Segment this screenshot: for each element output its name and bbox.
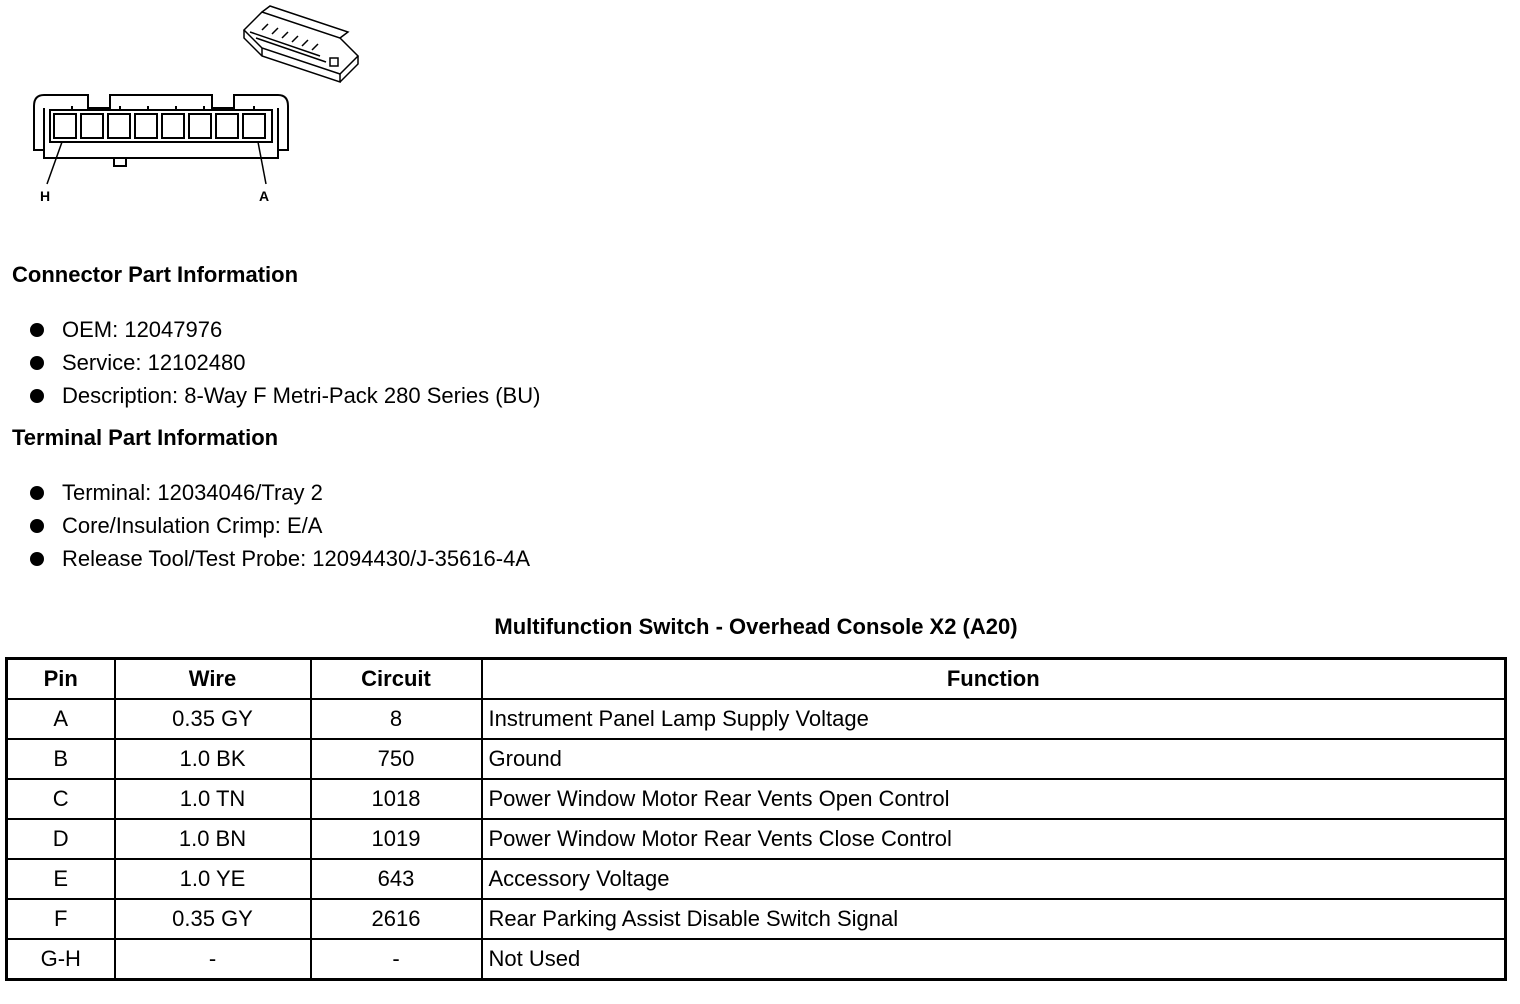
- cell-wire: 0.35 GY: [115, 899, 311, 939]
- table-row: [7, 859, 1506, 899]
- table-row: [7, 699, 1506, 739]
- connector-3d-sketch: [244, 6, 358, 82]
- cell-circuit: 643: [311, 859, 482, 899]
- connector-info-title: Connector Part Information: [12, 262, 299, 287]
- cell-circuit: 8: [311, 699, 482, 739]
- bullet-icon: [30, 389, 44, 403]
- connector-front-view: [34, 95, 288, 184]
- table-row: [7, 739, 1506, 779]
- header-function: Function: [482, 659, 1506, 700]
- cell-pin: A: [7, 699, 115, 739]
- header-circuit: Circuit: [311, 659, 482, 700]
- table-header-row: [7, 659, 1506, 700]
- bullet-icon: [30, 486, 44, 500]
- header-wire: Wire: [115, 659, 311, 700]
- terminal-info-title: Terminal Part Information: [12, 425, 279, 450]
- table-row: [7, 939, 1506, 980]
- table-title: Multifunction Switch - Overhead Console X2 (A20): [494, 614, 1018, 639]
- cell-function: Rear Parking Assist Disable Switch Signal: [482, 899, 1506, 939]
- cell-wire: -: [115, 939, 311, 980]
- cell-circuit: -: [311, 939, 482, 980]
- cell-wire: 1.0 BK: [115, 739, 311, 779]
- cell-pin: G-H: [7, 939, 115, 980]
- table-row: [7, 899, 1506, 939]
- cell-circuit: 2616: [311, 899, 482, 939]
- table-row: [7, 779, 1506, 819]
- cell-function: Power Window Motor Rear Vents Close Control: [482, 819, 1506, 859]
- cell-function: Accessory Voltage: [482, 859, 1506, 899]
- cell-circuit: 1018: [311, 779, 482, 819]
- cell-wire: 1.0 TN: [115, 779, 311, 819]
- cell-wire: 1.0 YE: [115, 859, 311, 899]
- list-item: OEM: 12047976: [28, 313, 540, 346]
- connector-info-list: [28, 313, 540, 412]
- pinout-table: [5, 657, 1507, 981]
- cell-pin: C: [7, 779, 115, 819]
- table-row: [7, 819, 1506, 859]
- list-item: Terminal: 12034046/Tray 2: [28, 476, 530, 509]
- cell-circuit: 750: [311, 739, 482, 779]
- list-item: Core/Insulation Crimp: E/A: [28, 509, 530, 542]
- terminal-info-list: [28, 476, 530, 575]
- bullet-icon: [30, 356, 44, 370]
- pin-label-h: H: [40, 188, 51, 204]
- cell-pin: D: [7, 819, 115, 859]
- cell-pin: F: [7, 899, 115, 939]
- list-item: Service: 12102480: [28, 346, 540, 379]
- header-pin: Pin: [7, 659, 115, 700]
- list-item: Release Tool/Test Probe: 12094430/J-35616-4A: [28, 542, 530, 575]
- cell-pin: B: [7, 739, 115, 779]
- bullet-icon: [30, 519, 44, 533]
- cell-circuit: 1019: [311, 819, 482, 859]
- bullet-icon: [30, 323, 44, 337]
- cell-function: Power Window Motor Rear Vents Open Control: [482, 779, 1506, 819]
- list-item: Description: 8-Way F Metri-Pack 280 Series (BU): [28, 379, 540, 412]
- cell-function: Ground: [482, 739, 1506, 779]
- cell-wire: 1.0 BN: [115, 819, 311, 859]
- cell-wire: 0.35 GY: [115, 699, 311, 739]
- cell-pin: E: [7, 859, 115, 899]
- cell-function: Not Used: [482, 939, 1506, 980]
- pin-label-a: A: [259, 188, 270, 204]
- connector-diagram: [0, 0, 380, 215]
- cell-function: Instrument Panel Lamp Supply Voltage: [482, 699, 1506, 739]
- bullet-icon: [30, 552, 44, 566]
